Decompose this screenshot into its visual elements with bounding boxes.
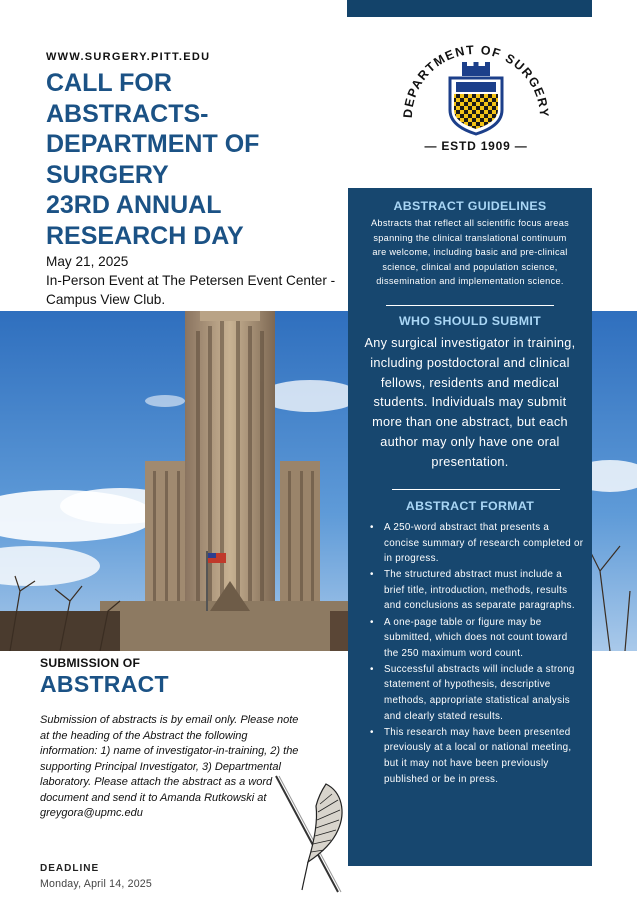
- info-panel: [348, 188, 592, 866]
- quill-pen-icon: [268, 772, 348, 894]
- seal-arc-text: DEPARTMENT OF SURGERY: [400, 42, 552, 119]
- abstract-format-list: [368, 520, 584, 788]
- deadline-label: DEADLINE: [40, 863, 100, 874]
- who-should-submit-heading: WHO SHOULD SUBMIT: [398, 314, 542, 328]
- title-line: 23RD ANNUAL: [46, 191, 222, 219]
- event-date: May 21, 2025: [46, 254, 129, 269]
- top-accent-bar: [347, 0, 592, 17]
- submission-instructions: Submission of abstracts is by email only. Please note at the heading of the Abstract the following information: 1) name of investigator-in-training, 2) the supporting Principal Investigator, 3) Departmental laboratory. Please attach the abstract as a word document and send it to Amanda Rutkowski at greygora@upmc.edu: [40, 714, 299, 819]
- list-item: • A one-page table or figure may be submitted, which does not count toward the 250 maximum word count.: [368, 615, 584, 662]
- title-line: DEPARTMENT OF: [46, 130, 260, 158]
- page-title: [46, 68, 346, 251]
- list-item: • Successful abstracts will include a strong statement of hypothesis, descriptive methods, appropriate statistical analysis and clearly stated results.: [368, 662, 584, 724]
- divider: [386, 305, 554, 306]
- guidelines-heading: ABSTRACT GUIDELINES: [393, 199, 547, 213]
- divider: [392, 489, 560, 490]
- who-should-submit-text: Any surgical investigator in training, including postdoctoral and clinical fellows, residents and medical students. Individuals may submit more than one abstract, but each author may only have one oral presentation.: [364, 336, 576, 469]
- list-item: • A 250-word abstract that presents a concise summary of research completed or in progress.: [368, 520, 584, 567]
- submission-label: SUBMISSION OF: [40, 656, 141, 670]
- title-line: SURGERY: [46, 160, 169, 189]
- title-line: ABSTRACTS-: [46, 99, 209, 128]
- deadline-date: Monday, April 14, 2025: [40, 878, 152, 890]
- guidelines-text: Abstracts that reflect all scientific focus areas spanning the clinical translational continuum are welcome, including basic and pre-clinical science, clinical and population science, dissemination and implementation science.: [370, 218, 569, 287]
- title-line: CALL FOR: [46, 69, 172, 97]
- event-venue: In-Person Event at The Petersen Event Center - Campus View Club.: [46, 273, 336, 307]
- list-item: • The structured abstract must include a brief title, introduction, methods, results and conclusions as separate paragraphs.: [368, 567, 584, 614]
- title-line: RESEARCH DAY: [46, 221, 244, 250]
- abstract-format-heading: ABSTRACT FORMAT: [405, 499, 535, 513]
- list-item: • This research may have been presented previously at a local or national meeting, but it may not have been previously published or be in press.: [368, 725, 584, 787]
- shield-icon: [450, 62, 502, 134]
- submission-heading: ABSTRACT: [40, 671, 169, 697]
- website-url[interactable]: WWW.SURGERY.PITT.EDU: [46, 51, 211, 63]
- established-text: — ESTD 1909 —: [424, 139, 528, 153]
- department-of-surgery-seal: [384, 22, 568, 162]
